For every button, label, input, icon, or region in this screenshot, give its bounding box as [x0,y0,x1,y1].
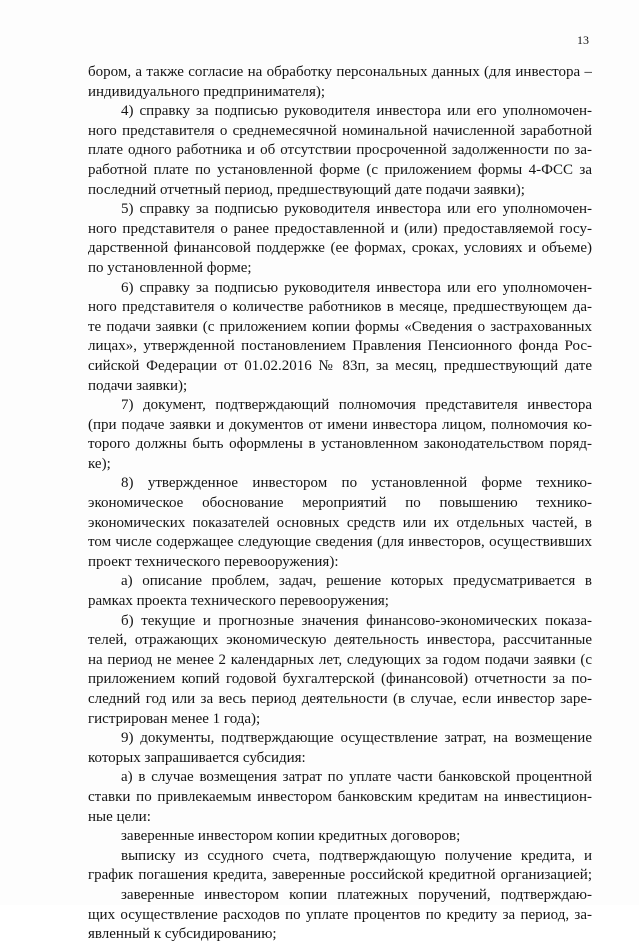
text-line: которых запрашивается субсидия: [88,749,306,766]
text-line: гистрирован менее 1 года); [88,710,261,727]
text-line: а) в случае возмещения затрат по уплате части банковской процентной [121,769,592,786]
text-line: том числе содержащее следующие сведения (для инвесторов, осуществивших [88,534,592,551]
text-line: ного представителя о среднемесячной номинальной начисленной заработной [88,122,592,139]
text-line: экономических показателей основных средств или их отдельных частей, в [88,514,592,531]
text-line: работной плате по установленной форме (с приложением формы 4-ФСС за [88,161,592,178]
text-line: 9) документы, подтверждающие осуществление затрат, на возмещение [121,730,592,747]
text-line: ные цели: [88,808,151,825]
text-line: на период не менее 2 календарных лет, следующих за годом подачи заявки (с [88,651,592,668]
text-line: приложением копий годовой бухгалтерской (финансовой) отчетности за по- [88,671,592,688]
text-line: заверенные инвестором копии кредитных договоров; [121,828,461,845]
text-line: ке); [88,455,111,472]
text-line: а) описание проблем, задач, решение которых предусматривается в [121,573,592,590]
text-line: следний год или за весь период деятельности (в случае, если инвестор заре- [88,691,592,707]
text-line: заверенные инвестором копии платежных поручений, подтверждаю- [121,886,592,903]
text-line: лицах», утвержденной постановлением Правления Пенсионного фонда Рос- [88,338,592,355]
text-line: б) текущие и прогнозные значения финансово-экономических показа- [121,612,592,629]
text-line: те подачи заявки (с приложением копии формы «Сведения о застрахованных [88,318,592,335]
text-line: 4) справку за подписью руководителя инвестора или его уполномочен- [121,103,592,120]
text-line: 6) справку за подписью руководителя инвестора или его уполномочен- [121,279,592,296]
text-line: индивидуального предпринимателя); [88,83,326,100]
text-line: ставки по привлекаемым инвестором банковским кредитам на инвестицион- [88,788,592,805]
text-line: сийской Федерации от 01.02.2016 № 83п, за месяц, предшествующий дате [88,357,592,374]
text-line: график погашения кредита, заверенные российской кредитной организацией; [88,867,592,884]
text-line: подачи заявки); [88,377,188,394]
text-line: экономическое обоснование мероприятий по повышению технико- [88,495,592,512]
document-body [88,63,592,945]
page-number: 13 [577,33,589,47]
text-line: явленный к субсидированию; [88,926,277,943]
text-line: 8) утвержденное инвестором по установленной форме технико- [121,475,592,492]
text-line: ного представителя о количестве работников в месяце, предшествующем да- [88,299,592,316]
text-line: 5) справку за подписью руководителя инвестора или его уполномочен- [121,201,592,218]
text-line: торого должны быть оформлены в установленном законодательством поряд- [88,436,592,453]
text-line: последний отчетный период, предшествующий дате подачи заявки); [88,181,525,198]
text-line: телей, отражающих экономическую деятельность инвестора, рассчитанные [88,632,592,649]
text-line: выписку из ссудного счета, подтверждающую получение кредита, и [121,847,592,864]
text-line: дарственной финансовой поддержке (ее формах, сроках, условиях и объеме) [88,240,592,257]
text-line: плате одного работника и об отсутствии просроченной задолженности по за- [88,142,592,159]
text-line: щих осуществление расходов по уплате процентов по кредиту за период, за- [88,906,592,923]
text-line: (при подаче заявки и документов от имени инвестора лицом, полномочия ко- [88,416,592,433]
text-line: ного представителя о ранее предоставленной и (или) предоставляемой госу- [88,220,592,237]
text-line: бором, а также согласие на обработку персональных данных (для инвестора – [88,64,592,80]
text-line: по установленной форме; [88,259,252,276]
text-line: 7) документ, подтверждающий полномочия представителя инвестора [121,397,592,414]
text-line: рамках проекта технического перевооружения; [88,593,389,610]
text-line: проект технического перевооружения): [88,553,339,570]
